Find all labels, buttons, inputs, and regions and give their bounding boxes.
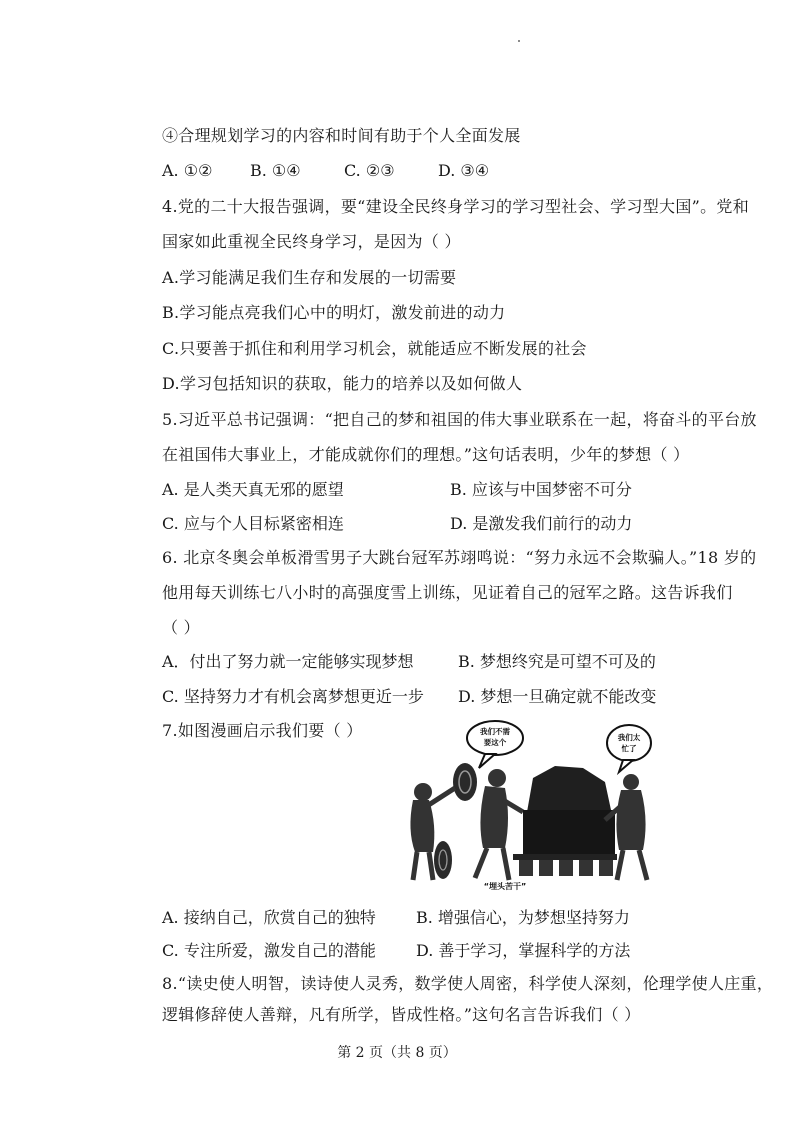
q3-option-b: B. ①④ bbox=[250, 161, 301, 180]
q4-option-d: D.学习包括知识的获取，能力的培养以及如何做人 bbox=[162, 374, 523, 393]
comic-bubble-left bbox=[467, 721, 523, 768]
comic-bubble-right-text-2: 忙了 bbox=[621, 744, 637, 753]
comic-caption: “埋头苦干” bbox=[483, 882, 527, 891]
q4-option-a: A.学习能满足我们生存和发展的一切需要 bbox=[162, 268, 457, 287]
q3-option-a: A. ①② bbox=[162, 161, 213, 180]
comic-bubble-left-text-2: 要这个 bbox=[483, 738, 507, 747]
offered-wheel-icon bbox=[434, 763, 477, 879]
stone-cart bbox=[513, 766, 617, 876]
q3-option-d: D. ③④ bbox=[438, 161, 490, 180]
comic-bubble-right bbox=[607, 725, 651, 772]
q8-stem-line1: 8.“读史使人明智，读诗使人灵秀，数学使人周密，科学使人深刻，伦理学使人庄重， bbox=[162, 974, 774, 993]
q7-option-b: B. 增强信心，为梦想坚持努力 bbox=[416, 908, 630, 927]
q6-option-b: B. 梦想终究是可望不可及的 bbox=[458, 652, 656, 671]
q6-stem-line3: （ ） bbox=[162, 618, 200, 637]
q7-option-d: D. 善于学习，掌握科学的方法 bbox=[416, 941, 631, 960]
comic-bubble-left-text-1: 我们不需 bbox=[480, 727, 510, 736]
q6-option-d: D. 梦想一旦确定就不能改变 bbox=[458, 687, 657, 706]
q7-option-c: C. 专注所爱，激发自己的潜能 bbox=[162, 941, 376, 960]
q3-statement-4: ④合理规划学习的内容和时间有助于个人全面发展 bbox=[162, 126, 521, 145]
q6-option-a: A．付出了努力就一定能够实现梦想 bbox=[162, 652, 414, 671]
q5-stem-line1: 5.习近平总书记强调：“把自己的梦和祖国的伟大事业联系在一起，将奋斗的平台放 bbox=[162, 410, 757, 429]
q3-option-c: C. ②③ bbox=[344, 161, 395, 180]
q5-option-b: B. 应该与中国梦密不可分 bbox=[450, 480, 632, 499]
q6-stem-line1: 6. 北京冬奥会单板滑雪男子大跳台冠军苏翊鸣说：“努力永远不会欺骗人。”18 岁的 bbox=[162, 548, 757, 567]
q5-stem-line2: 在祖国伟大事业上，才能成就你们的理想。”这句话表明，少年的梦想（ ） bbox=[162, 445, 690, 464]
page-number: 第 2 页（共 8 页） bbox=[337, 1045, 457, 1061]
q4-stem-line2: 国家如此重视全民终身学习，是因为（ ） bbox=[162, 232, 461, 251]
q5-option-c: C. 应与个人目标紧密相连 bbox=[162, 514, 344, 533]
q4-stem-line1: 4.党的二十大报告强调，要“建设全民终身学习的学习型社会、学习型大国”。党和 bbox=[162, 197, 750, 216]
q6-option-c: C. 坚持努力才有机会离梦想更近一步 bbox=[162, 687, 424, 706]
q5-option-a: A. 是人类天真无邪的愿望 bbox=[162, 480, 344, 499]
q7-stem: 7.如图漫画启示我们要（ ） bbox=[162, 721, 363, 740]
q7-option-a: A. 接纳自己，欣赏自己的独特 bbox=[162, 908, 376, 927]
caveman-middle bbox=[475, 769, 523, 880]
scan-speck bbox=[518, 40, 520, 42]
comic-illustration bbox=[405, 720, 673, 892]
q4-option-c: C.只要善于抓住和利用学习机会，就能适应不断发展的社会 bbox=[162, 339, 587, 358]
comic-bubble-right-text-1: 我们太 bbox=[617, 733, 641, 742]
q8-stem-line2: 逻辑修辞使人善辩，凡有所学，皆成性格。”这句名言告诉我们（ ） bbox=[162, 1005, 641, 1024]
q5-option-d: D. 是激发我们前行的动力 bbox=[450, 514, 633, 533]
q6-stem-line2: 他用每天训练七八小时的高强度雪上训练，见证着自己的冠军之路。这告诉我们 bbox=[162, 583, 733, 602]
q4-option-b: B.学习能点亮我们心中的明灯，激发前进的动力 bbox=[162, 303, 506, 322]
